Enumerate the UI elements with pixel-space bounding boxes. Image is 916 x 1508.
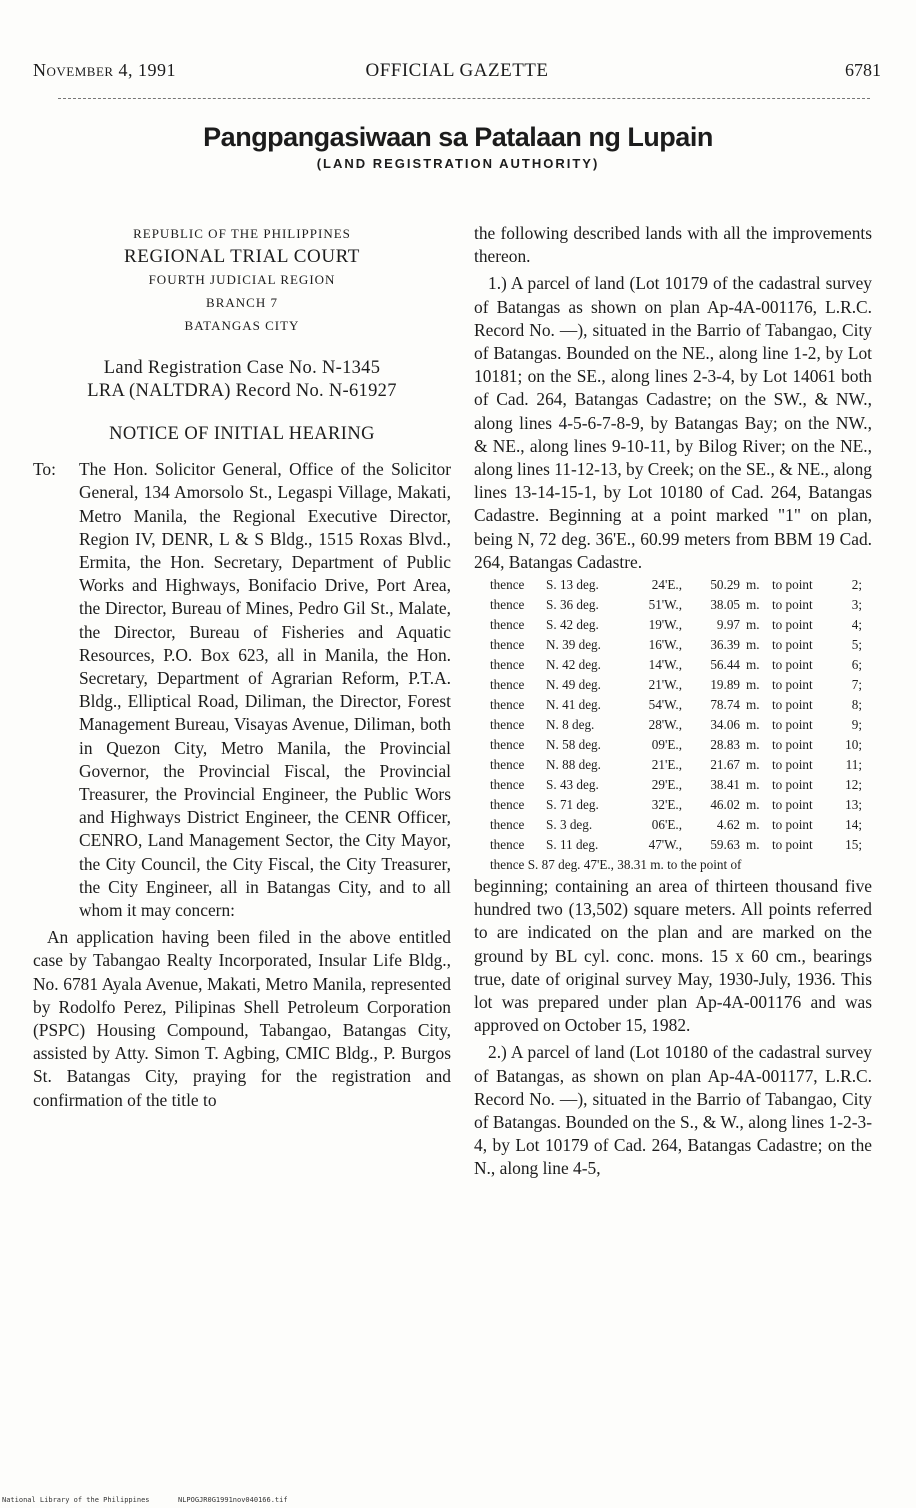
bearing-point-number: 13;	[845, 797, 862, 813]
bearing-direction-degrees	[546, 775, 616, 795]
bearing-meter-unit: m.	[746, 697, 760, 713]
republic-line: REPUBLIC OF THE PHILIPPINES	[133, 226, 351, 241]
bearing-deg-label: deg.	[578, 657, 601, 673]
bearing-row	[490, 835, 872, 855]
to-label: To:	[33, 459, 56, 480]
bearing-meter-unit: m.	[746, 637, 760, 653]
bearing-direction: S.	[546, 597, 557, 613]
bearing-point-number: 8;	[851, 697, 862, 713]
lot2-description: 2.) A parcel of land (Lot 10180 of the cadastral survey of Batangas, as shown on plan Ap-4A-001177, L.R.C. Record No. —), situated in the Barrio of Tabangao, City of Batangas. Bounded on the S., & W., along lines 1-2-3-4, by Lot 10179 of Cad. 264, Batangas Cadastre; on the N., along line 4-5,	[474, 1042, 872, 1179]
bearing-degrees: 43	[559, 777, 574, 793]
bearing-deg-label: deg.	[578, 737, 601, 753]
bearing-direction: N.	[546, 717, 559, 733]
bearing-to-point: to point	[772, 597, 813, 613]
bearing-deg-label: deg.	[569, 817, 593, 833]
bearing-degrees: 88	[562, 757, 576, 773]
bearing-minutes: 54'W.,	[648, 697, 682, 713]
bearing-meter-unit: m.	[746, 597, 760, 613]
bearing-row	[490, 795, 872, 815]
bearing-distance: 59.63	[710, 837, 740, 853]
bearing-direction: S.	[546, 617, 557, 633]
bearing-to-point: to point	[772, 617, 813, 633]
bearing-minutes: 24'E.,	[651, 577, 682, 593]
bearing-meter-unit: m.	[746, 737, 760, 753]
record-number: LRA (NALTDRA) Record No. N-61927	[87, 381, 397, 401]
agency-title: Pangpangasiwaan sa Patalaan ng Lupain	[203, 122, 713, 152]
bearing-direction-degrees	[546, 635, 616, 655]
bearing-meter-unit: m.	[746, 817, 760, 833]
bearing-direction: S.	[546, 817, 557, 833]
agency-subtitle: (LAND REGISTRATION AUTHORITY)	[316, 156, 600, 171]
bearing-distance: 4.62	[716, 817, 740, 833]
bearing-meter-unit: m.	[746, 677, 760, 693]
bearing-row	[490, 675, 872, 695]
bearing-distance: 50.29	[710, 577, 740, 593]
bearing-row	[490, 755, 872, 775]
bearing-meter-unit: m.	[746, 717, 760, 733]
page-number: 6781	[845, 60, 881, 80]
bearing-minutes: 21'E.,	[651, 757, 682, 773]
bearing-direction: S.	[546, 577, 557, 593]
bearing-distance: 21.67	[710, 757, 740, 773]
bearing-thence: thence	[490, 657, 525, 673]
bearing-thence: thence	[490, 737, 525, 753]
header-divider	[58, 98, 870, 99]
bearing-degrees: 49	[562, 677, 576, 693]
bearing-deg-label: deg.	[576, 797, 599, 813]
court-name: REGIONAL TRIAL COURT	[123, 246, 361, 267]
bearing-thence: thence	[490, 817, 525, 833]
bearing-minutes: 16'W.,	[648, 637, 682, 653]
bearing-direction-degrees	[546, 735, 616, 755]
bearing-minutes: 29'E.,	[651, 777, 682, 793]
bearing-distance: 34.06	[710, 717, 740, 733]
bearing-point-number: 6;	[851, 657, 862, 673]
bearing-row	[490, 595, 872, 615]
bearing-point-number: 2;	[851, 577, 862, 593]
bearing-degrees: 39	[562, 637, 576, 653]
bearing-to-point: to point	[772, 797, 813, 813]
bearing-thence: thence	[490, 777, 525, 793]
bearing-distance: 38.41	[710, 777, 740, 793]
bearing-minutes: 21'W.,	[648, 677, 682, 693]
addressee-list: The Hon. Solicitor General, Office of the Solicitor General, 134 Amorsolo St., Legaspi Village, Makati, Metro Manila, the Regional Executive Director, Region IV, DENR, L & S Bldg., 1515 Roxas Blvd., Ermita, the Hon. Secretary, Department of Public Works and Highways, Bonifacio Drive, Port Area, the Director, Bureau of Mines, Pedro Gil St., Malate, the Director, Bureau of Fisheries and Aquatic Resources, P.O. Box 623, all in Manila, the Hon. Secretary, Department of Agrarian Reform, P.T.A. Bldg., Elliptical Road, Diliman, the Director, Forest Management Bureau, Visayas Avenue, Diliman, both in Quezon City, Metro Manila, the Provincial Governor, the Provincial Fiscal, the Provincial Treasurer, the Provincial Engineer, the Public Wors and Highways District Engineer, the CENR Officer, CENRO, Land Management Sector, the City Mayor, the City Council, the City Fiscal, the City Treasurer, the City Engineer, all in Batangas City, and to all whom it may concern:	[79, 459, 451, 921]
bearing-minutes: 09'E.,	[651, 737, 682, 753]
bearing-distance: 38.05	[710, 597, 740, 613]
running-header	[33, 60, 881, 84]
bearing-point-number: 7;	[851, 677, 862, 693]
bearing-direction: N.	[546, 737, 559, 753]
bearing-distance: 78.74	[710, 697, 740, 713]
lot1-closing: beginning; containing an area of thirteen thousand five hundred two (13,502) square meters. All points referred to are indicated on the plan and are marked on the ground by BL cyl. conc. mons. 15 x 60 cm., bearings true, date of original survey May, 1930-July, 1936. This lot was prepared under plan Ap-4A-001176 and was approved on October 15, 1982.	[474, 876, 872, 1036]
bearing-direction-degrees	[546, 795, 616, 815]
bearing-degrees: 42	[562, 657, 576, 673]
bearing-deg-label: deg.	[576, 777, 599, 793]
bearing-thence: thence	[490, 597, 525, 613]
bearing-direction-degrees	[546, 655, 616, 675]
bearing-direction-degrees	[546, 595, 616, 615]
issue-date: November 4, 1991	[33, 60, 177, 80]
bearing-distance: 28.83	[710, 737, 740, 753]
bearing-row	[490, 815, 872, 835]
bearing-distance: 9.97	[716, 617, 740, 633]
bearing-point-number: 12;	[845, 777, 862, 793]
bearing-minutes: 47'W.,	[648, 837, 682, 853]
bearing-row	[490, 575, 872, 595]
bearing-minutes: 28'W.,	[648, 717, 682, 733]
bearing-to-point: to point	[772, 637, 813, 653]
bearing-to-point: to point	[772, 757, 813, 773]
bearing-deg-label: deg.	[572, 717, 595, 733]
bearing-direction-degrees	[546, 715, 616, 735]
bearing-distance: 46.02	[710, 797, 740, 813]
bearing-point-number: 15;	[845, 837, 862, 853]
bearing-distance: 19.89	[710, 677, 740, 693]
continuation-paragraph: the following described lands with all the improvements thereon.	[474, 223, 872, 267]
case-number: Land Registration Case No. N-1345	[103, 358, 381, 378]
bearing-direction-degrees	[546, 815, 616, 835]
bearing-meter-unit: m.	[746, 577, 760, 593]
bearing-direction-degrees	[546, 675, 616, 695]
bearing-direction: S.	[546, 797, 557, 813]
bearing-thence: thence	[490, 837, 525, 853]
bearing-row	[490, 735, 872, 755]
bearing-thence: thence	[490, 677, 525, 693]
bearing-deg-label: deg.	[578, 677, 601, 693]
bearing-final: thence S. 87 deg. 47'E., 38.31 m. to the point of	[490, 857, 742, 873]
bearing-point-number: 10;	[845, 737, 862, 753]
bearing-deg-label: deg.	[576, 617, 599, 633]
bearing-to-point: to point	[772, 837, 813, 853]
bearing-meter-unit: m.	[746, 757, 760, 773]
bearing-degrees: 58	[562, 737, 576, 753]
bearing-degrees: 71	[559, 797, 574, 813]
bearing-direction-degrees	[546, 755, 616, 775]
bearing-degrees: 13	[559, 577, 574, 593]
bearing-direction: N.	[546, 657, 559, 673]
bearing-minutes: 06'E.,	[651, 817, 682, 833]
bearing-to-point: to point	[772, 777, 813, 793]
bearing-thence: thence	[490, 757, 525, 773]
bearing-meter-unit: m.	[746, 777, 760, 793]
bearing-direction: N.	[546, 697, 559, 713]
court-branch: BRANCH 7	[206, 295, 278, 310]
bearing-point-number: 5;	[851, 637, 862, 653]
bearing-meter-unit: m.	[746, 657, 760, 673]
bearing-direction-degrees	[546, 835, 616, 855]
bearing-direction: S.	[546, 777, 557, 793]
bearing-meter-unit: m.	[746, 617, 760, 633]
bearing-to-point: to point	[772, 717, 813, 733]
bearing-thence: thence	[490, 797, 525, 813]
notice-title: NOTICE OF INITIAL HEARING	[109, 424, 375, 444]
bearing-point-number: 14;	[845, 817, 862, 833]
bearing-direction-degrees	[546, 615, 616, 635]
bearing-to-point: to point	[772, 577, 813, 593]
bearing-degrees: 41	[562, 697, 576, 713]
footer-library: National Library of the Philippines	[2, 1496, 150, 1504]
bearing-thence: thence	[490, 617, 525, 633]
bearing-row	[490, 655, 872, 675]
bearing-minutes: 51'W.,	[648, 597, 682, 613]
bearing-direction: N.	[546, 757, 559, 773]
right-column	[474, 222, 872, 1181]
bearing-to-point: to point	[772, 697, 813, 713]
bearing-degrees: 42	[559, 617, 574, 633]
bearing-point-number: 9;	[851, 717, 862, 733]
bearing-degrees: 11	[559, 837, 573, 853]
bearing-direction-degrees	[546, 575, 616, 595]
bearing-row	[490, 715, 872, 735]
footer-filename: NLPOGJR0G1991nov040166.tif	[178, 1496, 288, 1504]
bearing-direction: S.	[546, 837, 557, 853]
bearing-to-point: to point	[772, 677, 813, 693]
bearing-to-point: to point	[772, 817, 813, 833]
addressee-block	[33, 458, 451, 922]
application-paragraph: An application having been filed in the above entitled case by Tabangao Realty Incorporated, Insular Life Bldg., No. 6781 Ayala Avenue, Makati, Metro Manila, represented by Rodolfo Perez, Pilipinas Shell Petroleum Corporation (PSPC) Housing Compound, Tabangao, Batangas City, assisted by Atty. Simon T. Agbing, CMIC Bldg., P. Burgos St. Batangas City, praying for the registration and confirmation of the title to	[33, 927, 451, 1110]
bearing-point-number: 3;	[851, 597, 862, 613]
bearing-point-number: 11;	[845, 757, 862, 773]
bearing-deg-label: deg.	[576, 597, 599, 613]
bearing-direction: N.	[546, 677, 559, 693]
bearing-degrees: 8	[562, 717, 569, 733]
bearing-point-number: 4;	[851, 617, 862, 633]
bearing-distance: 56.44	[710, 657, 740, 673]
judicial-region: FOURTH JUDICIAL REGION	[148, 272, 336, 287]
bearing-row	[490, 615, 872, 635]
bearing-thence: thence	[490, 717, 525, 733]
bearing-deg-label: deg.	[578, 757, 601, 773]
bearing-row	[490, 635, 872, 655]
bearing-direction-degrees	[546, 695, 616, 715]
bearing-minutes: 32'E.,	[651, 797, 682, 813]
bearing-thence: thence	[490, 697, 525, 713]
bearing-deg-label: deg.	[576, 577, 599, 593]
bearing-degrees: 36	[559, 597, 574, 613]
bearing-row	[490, 695, 872, 715]
bearing-meter-unit: m.	[746, 797, 760, 813]
bearing-thence: thence	[490, 637, 525, 653]
bearing-to-point: to point	[772, 737, 813, 753]
bearing-direction: N.	[546, 637, 559, 653]
bearings-table	[490, 575, 872, 855]
bearing-deg-label: deg.	[575, 837, 599, 853]
bearing-deg-label: deg.	[578, 697, 601, 713]
bearing-deg-label: deg.	[578, 637, 601, 653]
publication-name: OFFICIAL GAZETTE	[365, 60, 549, 81]
bearing-meter-unit: m.	[746, 837, 760, 853]
bearing-minutes: 14'W.,	[648, 657, 682, 673]
bearing-degrees: 3	[559, 817, 567, 833]
lot1-description: 1.) A parcel of land (Lot 10179 of the cadastral survey of Batangas as shown on plan Ap-4A-001176, L.R.C. Record No. —), situated in the Barrio of Tabangao, City of Batangas. Bounded on the NE., along line 1-2, by Lot 10181; on the SE., along lines 2-3-4, by Lot 14061 both of Cad. 264, Batangas Cadastre; on the SW., & NW., along lines 4-5-6-7-8-9, by Batangas Bay; on the NW., & NE., along lines 9-10-11, by Bilog River; on the NE., along lines 11-12-13, by Creek; on the SE., & NE., along lines 13-14-15-1, by Lot 10180 of Cad. 264, Batangas Cadastre. Beginning at a point marked "1" on plan, being N, 72 deg. 36'E., 60.99 meters from BBM 19 Cad. 264, Batangas Cadastre.	[474, 273, 872, 572]
bearing-to-point: to point	[772, 657, 813, 673]
bearing-minutes: 19'W.,	[648, 617, 682, 633]
bearing-thence: thence	[490, 577, 525, 593]
bearing-row	[490, 775, 872, 795]
bearing-distance: 36.39	[710, 637, 740, 653]
left-column	[33, 222, 451, 1112]
court-city: BATANGAS CITY	[184, 318, 300, 333]
